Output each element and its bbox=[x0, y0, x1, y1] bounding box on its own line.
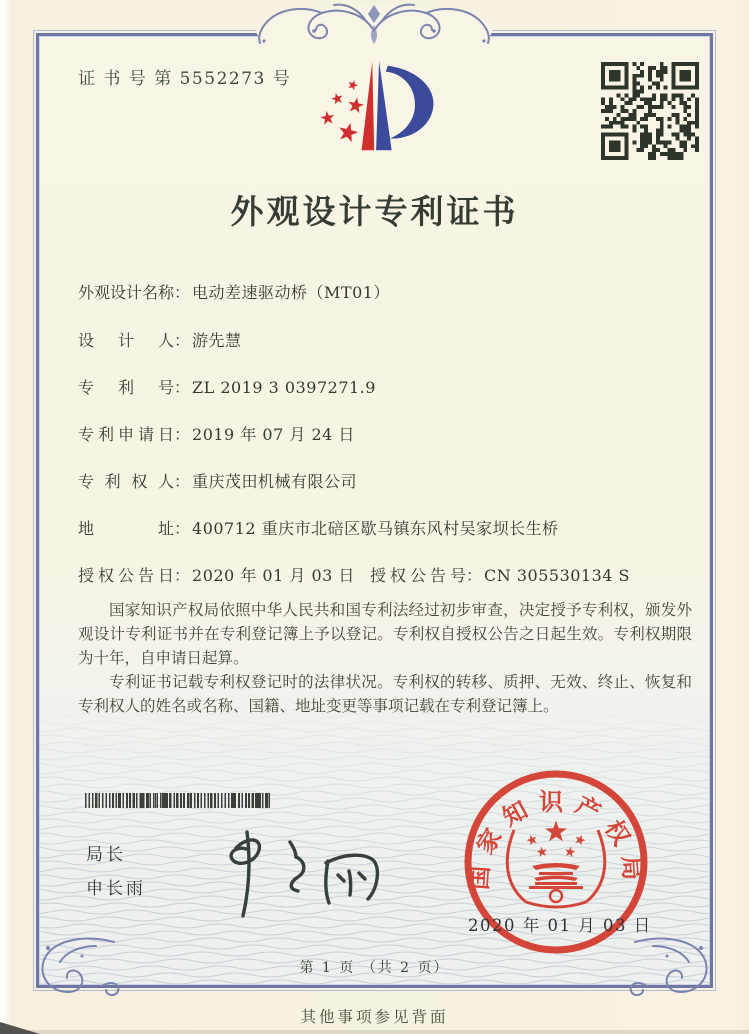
certificate-number: 证 书 号 第 5552273 号 bbox=[78, 69, 292, 89]
field-design-name bbox=[78, 280, 390, 304]
field-colon: ： bbox=[174, 331, 191, 350]
field-label: 专利号 bbox=[78, 378, 174, 397]
field-value: 2020 年 01 月 03 日 bbox=[192, 566, 355, 585]
cnipa-patent-logo-icon bbox=[318, 58, 443, 160]
field-label: 授权公告日 bbox=[78, 566, 174, 585]
field-label: 设计人 bbox=[78, 331, 174, 350]
field-patent-number bbox=[78, 375, 376, 399]
field-label: 外观设计名称 bbox=[78, 283, 175, 302]
signer-name: 申长雨 bbox=[86, 879, 146, 899]
page-number: 第 1 页 （共 2 页） bbox=[299, 960, 450, 976]
certificate-title: 外观设计专利证书 bbox=[230, 192, 519, 231]
field-value: CN 305530134 S bbox=[484, 566, 631, 585]
field-colon: ： bbox=[174, 283, 191, 302]
field-value: ZL 2019 3 0397271.9 bbox=[192, 378, 376, 397]
field-grant-date bbox=[78, 566, 355, 585]
field-label: 地址 bbox=[78, 519, 174, 538]
field-application-date bbox=[78, 422, 355, 446]
field-value: 400712 重庆市北碚区歇马镇东风村吴家坝长生桥 bbox=[192, 519, 559, 538]
top-filigree-ornament-icon bbox=[252, 1, 496, 59]
field-colon: ： bbox=[174, 472, 191, 491]
seal-ring-text: 国家知识产权局 bbox=[464, 787, 648, 891]
field-value: 游先慧 bbox=[192, 331, 242, 350]
field-colon: ： bbox=[174, 566, 191, 585]
body-paragraph-1: 国家知识产权局依照中华人民共和国专利法经过初步审查，决定授予专利权，颁发外观设计专利证书并在专利登记簿上予以登记。专利权自授权公告之日起生效。专利权期限为十年，自申请日起算。 bbox=[78, 601, 692, 667]
field-colon: ： bbox=[174, 378, 191, 397]
reverse-side-note: 其他事项参见背面 bbox=[300, 1008, 449, 1026]
legal-body-text bbox=[78, 598, 692, 718]
signer-title: 局长 bbox=[86, 845, 126, 865]
seal-date: 2020 年 01 月 03 日 bbox=[468, 916, 652, 935]
field-value: 电动差速驱动桥（MT01） bbox=[192, 283, 390, 302]
field-grant-row bbox=[78, 563, 692, 587]
field-colon: ： bbox=[174, 519, 191, 538]
field-designer bbox=[78, 328, 242, 352]
field-colon: ： bbox=[174, 425, 191, 444]
field-label: 专利权人 bbox=[78, 472, 174, 491]
national-emblem-icon bbox=[507, 821, 605, 908]
field-colon: ： bbox=[466, 566, 483, 585]
qr-code bbox=[601, 62, 699, 160]
field-grant-number bbox=[370, 563, 630, 586]
field-address bbox=[78, 516, 559, 540]
field-value: 2019 年 07 月 24 日 bbox=[192, 425, 355, 444]
handwritten-signature bbox=[208, 826, 403, 924]
barcode bbox=[85, 793, 270, 808]
body-paragraph-2: 专利证书记载专利权登记时的法律状况。专利权的转移、质押、无效、终止、恢复和专利权人的姓名或名称、国籍、地址变更等事项记载在专利登记簿上。 bbox=[78, 673, 692, 715]
field-patentee bbox=[78, 469, 357, 493]
scan-edge bbox=[0, 1030, 749, 1034]
field-value: 重庆茂田机械有限公司 bbox=[192, 472, 358, 491]
field-label: 专利申请日 bbox=[78, 425, 174, 444]
field-label: 授权公告号 bbox=[370, 566, 466, 585]
